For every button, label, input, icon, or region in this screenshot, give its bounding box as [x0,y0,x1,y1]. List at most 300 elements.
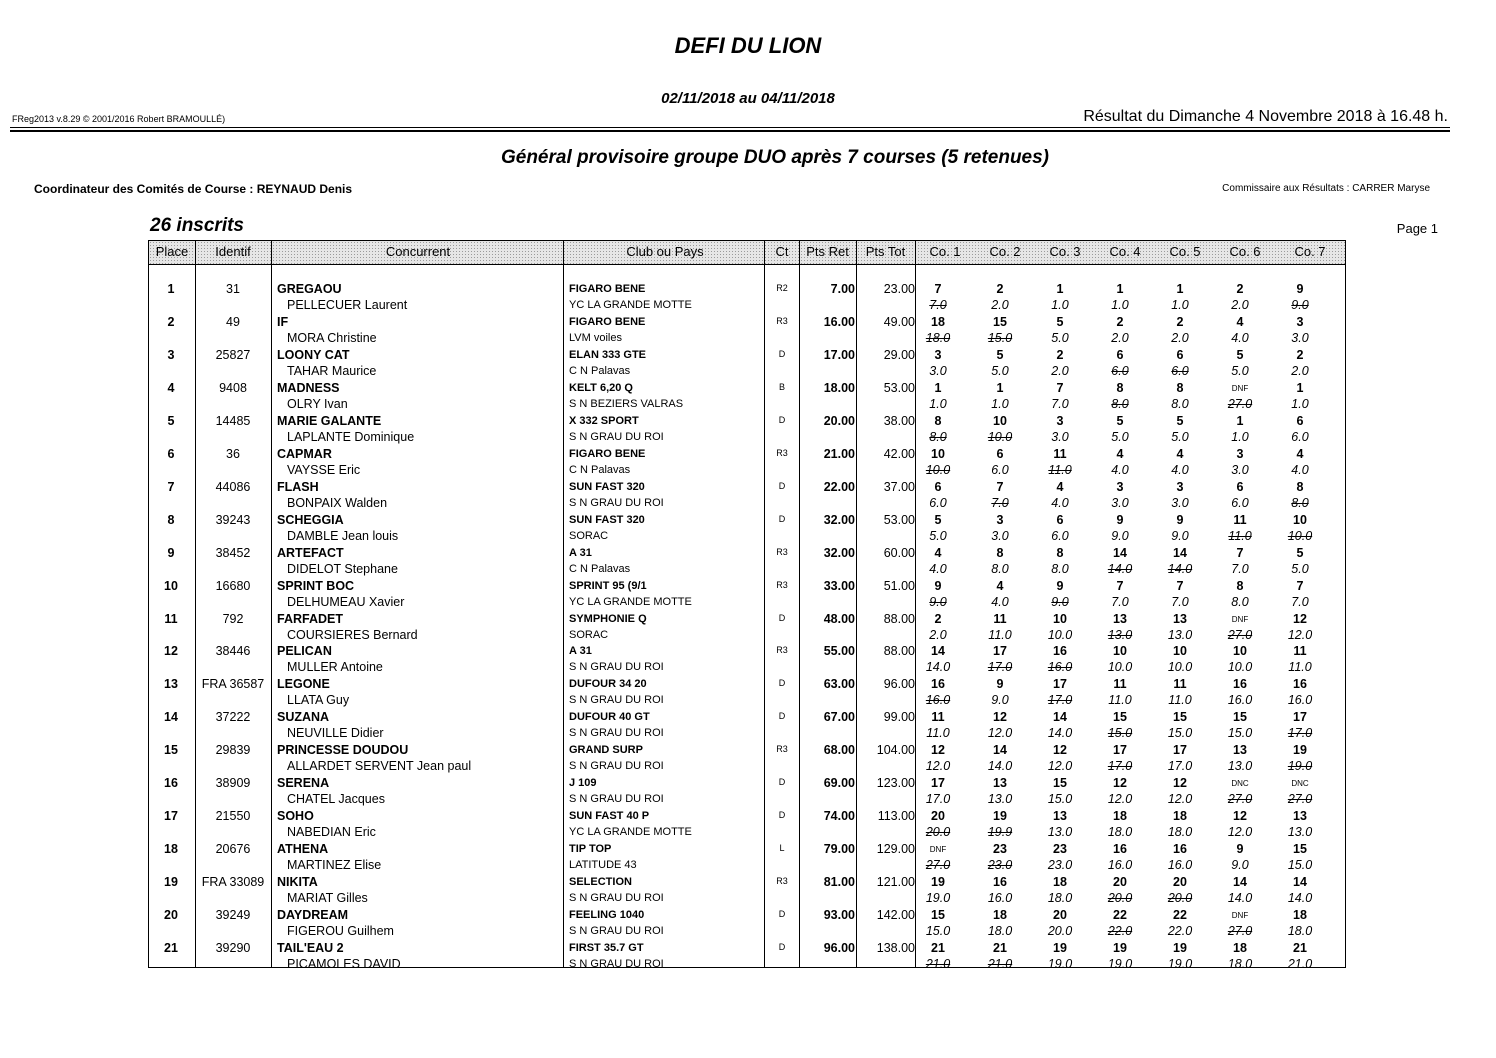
category-cell: D [778,777,786,788]
race-7-points: 16.0 [1287,693,1313,708]
club-name: S N GRAU DU ROI [569,925,664,938]
race-2-points: 11.0 [988,627,1012,642]
column-header-pts-ret: Pts Ret [806,244,849,259]
race-7-rank: 13 [1293,809,1307,824]
race-3-rank: 16 [1053,644,1067,659]
club-name: S N GRAU DU ROI [569,694,664,707]
race-4-rank: 1 [1116,282,1124,296]
points-retained: 20.00 [823,413,855,428]
race-5-points: 2.0 [1171,330,1189,345]
race-1-rank: 18 [931,314,945,329]
race-3-rank: 10 [1053,611,1067,626]
place-cell: 21 [164,941,178,955]
club-name: S N GRAU DU ROI [569,727,664,740]
boat-name: DAYDREAM [277,908,349,923]
race-4-rank: 16 [1113,842,1127,857]
race-1-points: 20.0 [925,825,951,840]
race-2-points: 23.0 [987,858,1013,873]
points-retained: 81.00 [823,875,855,890]
race-2-points: 3.0 [991,528,1009,543]
race-4-points: 1.0 [1111,298,1129,312]
skipper-name: VAYSSE Eric [287,462,361,477]
race-4-points: 11.0 [1108,693,1132,708]
entrant-count: 26 inscrits [150,215,244,236]
category-cell: R3 [776,546,788,557]
race-3-rank: 13 [1053,809,1067,824]
race-1-points: 10.0 [925,462,951,477]
race-5-rank: 9 [1176,512,1184,527]
race-4-points: 22.0 [1107,924,1133,939]
points-total: 142.00 [876,908,915,923]
race-1-rank: 12 [931,743,945,758]
race-4-rank: 14 [1113,545,1127,560]
place-cell: 14 [164,710,178,725]
identif-cell: 29839 [215,743,251,758]
race-3-points: 2.0 [1051,363,1069,378]
race-4-rank: 4 [1116,446,1124,461]
race-2-points: 18.0 [987,924,1013,939]
column-header-co-3: Co. 3 [1049,244,1081,259]
coordinator-line: Coordinateur des Comités de Course : REYNAUD Denis [34,182,353,196]
column-header-club-ou-pays: Club ou Pays [626,244,704,259]
category-cell: D [778,414,786,425]
race-6-rank: 14 [1233,875,1247,890]
race-2-rank: 8 [996,545,1004,560]
race-2-points: 4.0 [991,594,1009,609]
race-7-points: 19.0 [1287,759,1313,774]
place-cell: 19 [164,875,178,890]
category-cell: R3 [776,876,788,887]
race-1-points: 3.0 [929,363,947,378]
race-6-points: 27.0 [1227,792,1253,807]
race-6-rank: 5 [1236,347,1244,362]
skipper-name: PELLECUER Laurent [287,298,408,312]
race-4-rank: 7 [1116,578,1124,593]
boat-model: SUN FAST 320 [569,480,645,493]
place-cell: 11 [164,611,178,626]
race-2-points: 21.0 [987,957,1013,971]
club-name: C N Palavas [569,463,631,476]
race-2-points: 14.0 [987,759,1013,774]
race-4-points: 16.0 [1107,858,1133,873]
results-table [148,240,1346,971]
points-total: 29.00 [883,347,915,362]
identif-cell: 39290 [215,941,251,955]
points-total: 138.00 [876,941,915,955]
race-4-rank: 3 [1116,479,1124,494]
race-1-points: 5.0 [929,528,947,543]
race-3-points: 11.0 [1048,462,1072,477]
race-7-points: 3.0 [1291,330,1309,345]
race-1-points: 19.0 [925,891,951,906]
race-3-points: 3.0 [1051,429,1069,444]
table-row [149,938,1345,971]
race-2-rank: 16 [993,875,1007,890]
race-1-rank: 5 [934,512,942,527]
race-4-points: 15.0 [1107,726,1133,741]
category-cell: D [778,909,786,920]
column-header-place: Place [155,244,189,259]
race-3-rank: 3 [1056,413,1064,428]
race-2-points: 6.0 [991,462,1009,477]
race-6-points: 16.0 [1227,693,1253,708]
skipper-name: TAHAR Maurice [287,363,377,378]
points-retained: 69.00 [823,776,855,791]
software-credit: FReg2013 v.8.29 © 2001/2016 Robert BRAMOULLÉ) [12,114,226,124]
boat-model: KELT 6,20 Q [569,381,633,394]
boat-model: X 332 SPORT [569,414,639,427]
ranking-subtitle: Général provisoire groupe DUO après 7 courses (5 retenues) [500,147,1050,168]
points-total: 42.00 [883,446,915,461]
category-cell: L [779,843,785,854]
points-retained: 48.00 [823,611,855,626]
boat-model: DUFOUR 34 20 [569,678,647,691]
boat-model: FIRST 35.7 GT [569,942,644,954]
race-5-points: 6.0 [1171,363,1189,378]
category-cell: D [778,612,786,623]
boat-name: GREGAOU [277,282,342,296]
race-1-rank: 14 [931,644,945,659]
table-row [149,872,1345,905]
race-6-points: 18.0 [1227,957,1253,971]
race-5-points: 3.0 [1171,495,1189,510]
category-cell: D [778,348,786,359]
race-3-points: 4.0 [1051,495,1069,510]
place-cell: 6 [167,446,175,461]
race-1-rank: 11 [931,710,945,725]
race-7-rank: 16 [1293,677,1307,692]
race-3-points: 15.0 [1047,792,1073,807]
race-1-rank: 9 [934,578,942,593]
race-3-points: 20.0 [1047,924,1073,939]
points-retained: 74.00 [823,809,855,824]
race-3-rank: 8 [1056,545,1064,560]
column-header-co-4: Co. 4 [1109,244,1141,259]
race-5-rank: 11 [1173,677,1187,692]
race-2-rank: 11 [993,611,1007,626]
race-1-points: 9.0 [929,594,947,609]
race-7-rank: 12 [1293,611,1307,626]
race-5-points: 22.0 [1167,924,1193,939]
race-6-rank: 16 [1233,677,1247,692]
race-1-rank: 21 [931,941,945,955]
race-1-rank: 6 [934,479,942,494]
race-4-rank: 6 [1116,347,1124,362]
race-1-points: 16.0 [925,693,951,708]
category-cell: R3 [776,447,788,458]
page-number: Page 1 [1396,221,1438,236]
race-7-points: 2.0 [1291,363,1309,378]
race-3-rank: 17 [1053,677,1067,692]
race-2-points: 19.9 [987,825,1013,840]
race-7-rank: 14 [1293,875,1307,890]
points-total: 88.00 [883,611,915,626]
race-3-points: 17.0 [1047,693,1073,708]
race-7-rank: 2 [1296,347,1304,362]
table-row [149,411,1345,444]
column-header-ct: Ct [775,244,789,259]
race-4-rank: 10 [1113,644,1127,659]
race-5-points: 17.0 [1167,759,1193,774]
race-3-rank: 1 [1056,282,1064,296]
skipper-name: DIDELOT Stephane [287,561,398,576]
race-5-rank: 13 [1173,611,1187,626]
race-4-points: 6.0 [1111,363,1129,378]
race-5-rank: 3 [1176,479,1184,494]
race-5-rank: 4 [1176,446,1184,461]
race-6-points: 7.0 [1231,561,1249,576]
boat-model: TIP TOP [569,843,612,856]
race-3-rank: 11 [1053,446,1067,461]
race-6-rank: 6 [1236,479,1244,494]
points-retained: 22.00 [823,479,855,494]
race-5-points: 20.0 [1167,891,1193,906]
place-cell: 7 [167,479,175,494]
race-1-points: 6.0 [929,495,947,510]
skipper-name: FIGEROU Guilhem [287,924,394,939]
race-3-rank: 4 [1056,479,1064,494]
skipper-name: CHATEL Jacques [287,792,385,807]
boat-model: A 31 [569,546,592,559]
race-3-rank: 15 [1053,776,1067,791]
skipper-name: MULLER Antoine [287,660,383,675]
race-1-rank: 8 [934,413,942,428]
race-7-points: 4.0 [1291,462,1309,477]
table-row [149,641,1345,674]
race-4-points: 2.0 [1111,330,1129,345]
race-1-rank: 16 [931,677,945,692]
race-7-rank: 18 [1293,908,1307,923]
race-7-points: 8.0 [1291,495,1309,510]
identif-cell: 39249 [215,908,251,923]
race-6-points: 5.0 [1231,363,1249,378]
race-6-rank: 2 [1236,282,1244,296]
boat-name: ATHENA [277,842,329,857]
race-4-rank: 13 [1113,611,1127,626]
race-4-points: 9.0 [1111,528,1129,543]
race-5-rank: 7 [1176,578,1184,593]
identif-cell: 14485 [215,413,251,428]
race-3-points: 23.0 [1047,858,1073,873]
points-total: 37.00 [883,479,915,494]
race-6-points: 1.0 [1231,429,1249,444]
race-4-rank: 22 [1113,908,1127,923]
race-2-rank: 12 [993,710,1007,725]
boat-model: DUFOUR 40 GT [569,711,650,724]
race-7-rank: 4 [1296,446,1304,461]
club-name: C N Palavas [569,562,631,575]
race-7-points: 12.0 [1287,627,1313,642]
place-cell: 5 [167,413,175,428]
race-7-points: 6.0 [1291,429,1309,444]
points-retained: 55.00 [823,644,855,659]
boat-name: ARTEFACT [277,545,344,560]
boat-name: CAPMAR [277,446,332,461]
identif-cell: 49 [226,314,240,329]
place-cell: 12 [164,644,178,659]
race-3-rank: 7 [1056,380,1064,395]
points-retained: 67.00 [823,710,855,725]
race-4-points: 13.0 [1107,627,1133,642]
race-3-rank: 6 [1056,512,1064,527]
category-cell: D [778,513,786,524]
race-2-rank: 13 [993,776,1007,791]
points-retained: 33.00 [823,578,855,593]
race-6-points: 15.0 [1227,726,1253,741]
race-7-rank: 7 [1296,578,1304,593]
race-7-rank: DNC [1291,779,1309,789]
boat-name: LEGONE [277,677,330,692]
skipper-name: PICAMOLES DAVID [287,957,401,971]
race-2-rank: 15 [993,314,1007,329]
boat-model: SUN FAST 40 P [569,810,650,823]
column-header-co-5: Co. 5 [1169,244,1201,259]
race-5-points: 15.0 [1167,726,1193,741]
boat-model: SUN FAST 320 [569,513,645,526]
race-7-points: 5.0 [1291,561,1309,576]
place-cell: 8 [167,512,175,527]
boat-name: MARIE GALANTE [277,413,382,428]
boat-model: SYMPHONIE Q [569,612,647,625]
identif-cell: 25827 [215,347,251,362]
points-retained: 79.00 [823,842,855,857]
race-5-rank: 12 [1173,776,1187,791]
table-row [149,707,1345,740]
event-dates: 02/11/2018 au 04/11/2018 [661,90,835,107]
result-timestamp: Résultat du Dimanche 4 Novembre 2018 à 16.48 h. [1083,108,1448,125]
race-2-points: 1.0 [991,396,1009,411]
race-5-points: 16.0 [1167,858,1193,873]
table-row [149,543,1345,576]
race-5-points: 11.0 [1168,693,1192,708]
club-name: YC LA GRANDE MOTTE [569,299,692,311]
skipper-name: OLRY Ivan [287,396,348,411]
race-2-rank: 7 [996,479,1004,494]
identif-cell: 20676 [215,842,251,857]
table-row [149,773,1345,806]
race-7-points: 1.0 [1291,396,1309,411]
table-row [149,609,1345,642]
race-4-rank: 5 [1116,413,1124,428]
race-2-points: 8.0 [991,561,1009,576]
table-row [149,312,1345,345]
club-name: C N Palavas [569,364,631,377]
points-retained: 21.00 [823,446,855,461]
identif-cell: 16680 [215,578,251,593]
club-name: S N GRAU DU ROI [569,430,664,443]
race-1-points: 21.0 [925,957,951,971]
points-total: 99.00 [883,710,915,725]
points-total: 104.00 [876,743,915,758]
race-7-points: 17.0 [1287,726,1313,741]
club-name: YC LA GRANDE MOTTE [569,595,692,608]
place-cell: 3 [167,347,175,362]
club-name: S N GRAU DU ROI [569,661,664,674]
race-3-points: 16.0 [1047,660,1073,675]
race-3-rank: 18 [1053,875,1067,890]
race-5-points: 10.0 [1167,660,1193,675]
race-7-rank: 3 [1296,314,1304,329]
skipper-name: BONPAIX Walden [287,495,388,510]
race-6-points: 13.0 [1227,759,1253,774]
race-4-rank: 19 [1113,941,1127,955]
race-3-points: 9.0 [1051,594,1069,609]
table-header [149,241,1345,265]
points-retained: 17.00 [823,347,855,362]
race-4-rank: 15 [1113,710,1127,725]
race-3-points: 5.0 [1051,330,1069,345]
boat-model: J 109 [569,777,597,790]
identif-cell: 39243 [215,512,251,527]
place-cell: 15 [164,743,178,758]
race-7-points: 11.0 [1288,660,1312,675]
boat-model: A 31 [569,645,592,658]
race-6-rank: 13 [1233,743,1247,758]
race-6-rank: DNC [1231,779,1249,789]
race-4-points: 19.0 [1107,957,1133,971]
points-total: 51.00 [883,578,915,593]
category-cell: D [778,480,786,491]
race-1-rank: 3 [934,347,942,362]
table-row [149,806,1345,839]
identif-cell: 9408 [219,380,247,395]
points-retained: 68.00 [823,743,855,758]
race-5-rank: 10 [1173,644,1187,659]
points-total: 129.00 [876,842,915,857]
race-4-points: 20.0 [1107,891,1133,906]
table-row [149,576,1345,609]
race-1-points: 14.0 [925,660,951,675]
points-total: 49.00 [883,314,915,329]
race-5-rank: 1 [1176,282,1184,296]
race-1-points: 4.0 [929,561,947,576]
points-total: 53.00 [883,512,915,527]
race-5-points: 8.0 [1171,396,1189,411]
race-2-rank: 10 [993,413,1007,428]
race-4-rank: 9 [1116,512,1124,527]
table-row [149,279,1345,312]
place-cell: 9 [167,545,175,560]
race-6-points: 2.0 [1231,298,1249,312]
race-2-points: 12.0 [987,726,1013,741]
skipper-name: DAMBLE Jean louis [287,528,399,543]
race-7-rank: 17 [1293,710,1307,725]
race-7-points: 27.0 [1287,792,1313,807]
place-cell: 10 [164,578,178,593]
points-retained: 7.00 [830,282,855,296]
category-cell: D [778,810,786,821]
points-total: 123.00 [876,776,915,791]
category-cell: R2 [776,283,788,293]
race-4-points: 12.0 [1107,792,1133,807]
race-2-rank: 23 [993,842,1007,857]
column-header-concurrent: Concurrent [385,244,451,259]
place-cell: 18 [164,842,178,857]
race-6-rank: 1 [1236,413,1244,428]
identif-cell: FRA 36587 [201,677,265,692]
boat-model: FEELING 1040 [569,909,645,922]
club-name: LVM voiles [569,331,622,344]
skipper-name: ALLARDET SERVENT Jean paul [287,759,472,774]
boat-name: SPRINT BOC [277,578,355,593]
place-cell: 1 [167,282,175,296]
race-6-points: 6.0 [1231,495,1249,510]
race-1-rank: 4 [934,545,942,560]
points-total: 23.00 [883,282,915,296]
skipper-name: COURSIERES Bernard [287,627,418,642]
points-total: 38.00 [883,413,915,428]
race-3-points: 8.0 [1051,561,1069,576]
